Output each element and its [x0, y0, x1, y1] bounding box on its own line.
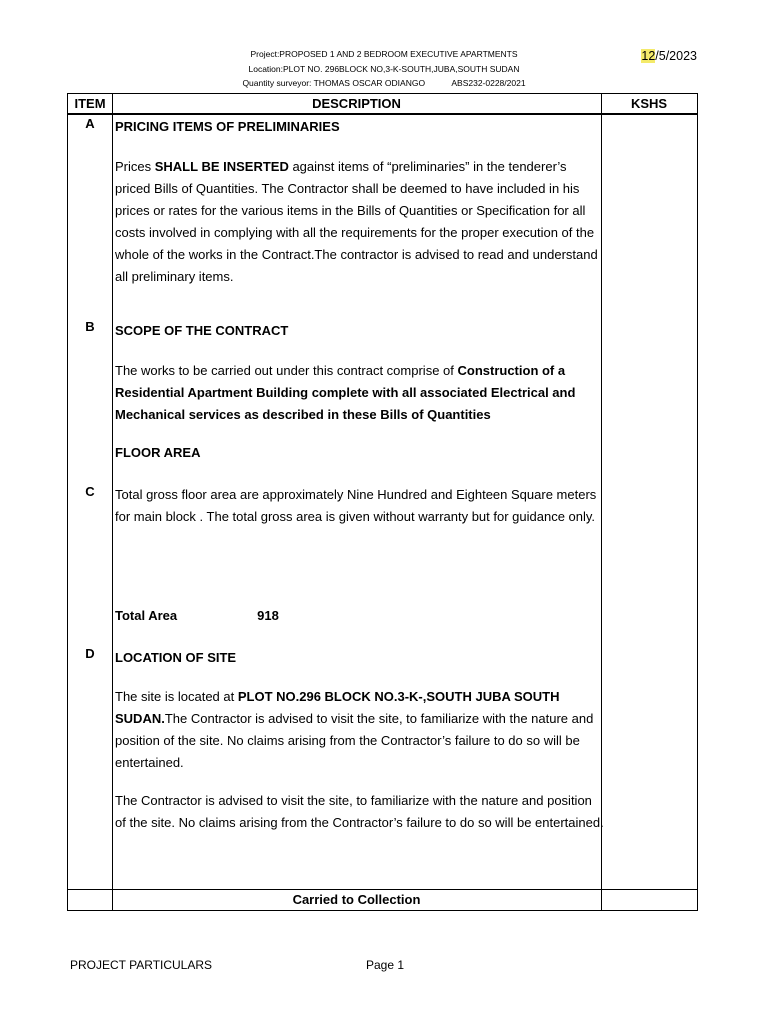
footer-page-number: Page 1: [366, 958, 405, 972]
section-d-paragraph-1: The site is located at PLOT NO.296 BLOCK NO.3-K-,SOUTH JUBA SOUTH SUDAN.The Contractor is advised to visit the site, to familiarize with the nature and position of the site. No claims arising from the Contractor’s failure to do so will be entertained.: [115, 689, 594, 770]
item-column-divider: [112, 94, 113, 910]
section-d-paragraph-2: The Contractor is advised to visit the site, to familiarize with the nature and position of the site. No claims arising from the Contractor’s failure to do so will be entertained.: [115, 793, 604, 830]
surveyor-code: ABS232-0228/2021: [451, 78, 526, 88]
section-a-paragraph: Prices SHALL BE INSERTED against items of “preliminaries” in the tenderer’s priced Bills of Quantities. The Contractor shall be deemed to have included in his prices or rates for the various items in the Bills of Quantities or Specification for all costs involved in complying with all the requirements for the proper execution of the whole of the works in the Contract.The contractor is advised to read and understand all preliminary items.: [115, 159, 598, 284]
item-letter-a: A: [85, 116, 95, 131]
section-a-heading: PRICING ITEMS OF PRELIMINARIES: [115, 119, 340, 134]
section-c-paragraph: Total gross floor area are approximately Nine Hundred and Eighteen Square meters for main block . The total gross area is given without warranty but for guidance only.: [115, 487, 597, 524]
bill-table: [67, 93, 698, 911]
section-b-paragraph: The works to be carried out under this contract comprise of Construction of a Residential Apartment Building complete with all associated Electrical and Mechanical services as described in these Bills of Quantities: [115, 363, 576, 422]
footer-section-name: PROJECT PARTICULARS: [70, 958, 213, 972]
location-line: Location:PLOT NO. 296BLOCK NO,3-K-SOUTH,JUBA,SOUTH SUDAN: [248, 64, 520, 74]
floor-area-heading: FLOOR AREA: [115, 445, 201, 460]
surveyor-name: Quantity surveyor: THOMAS OSCAR ODIANGO: [242, 78, 426, 88]
col-header-item: ITEM: [74, 96, 106, 111]
total-area-value: 918: [257, 608, 279, 623]
col-header-description: DESCRIPTION: [312, 96, 401, 111]
total-area-row: [115, 605, 605, 627]
total-area-label: Total Area: [115, 608, 178, 623]
surveyor-line: [0, 76, 768, 90]
document-date: [641, 49, 697, 63]
project-line: Project:PROPOSED 1 AND 2 BEDROOM EXECUTIVE APARTMENTS: [250, 49, 518, 59]
section-d-heading: LOCATION OF SITE: [115, 650, 237, 665]
col-header-kshs: KSHS: [630, 96, 668, 111]
date-day-highlight: 12: [641, 49, 656, 63]
carried-to-collection: Carried to Collection: [292, 892, 421, 907]
section-b-heading: SCOPE OF THE CONTRACT: [115, 323, 289, 338]
item-letter-b: B: [85, 319, 95, 334]
item-letter-c: C: [85, 484, 95, 499]
date-rest: /5/2023: [655, 49, 697, 63]
item-letter-d: D: [85, 646, 95, 661]
